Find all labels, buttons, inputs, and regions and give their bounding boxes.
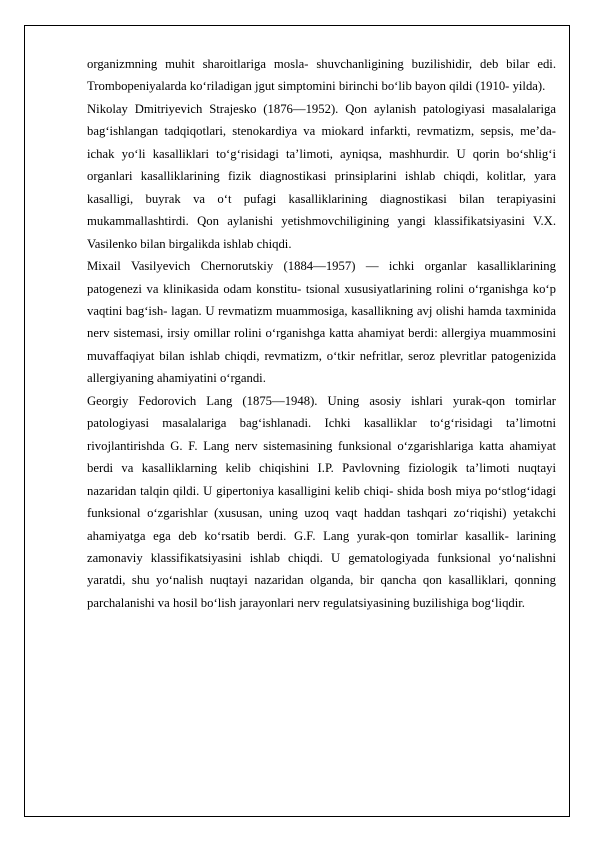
paragraph-lang: Georgiy Fedorovich Lang (1875—1948). Uning asosiy ishlari yurak-qon tomirlar patologiyasi masalalariga bag‘ishlanadi. Ichki kasalliklar to‘g‘risidagi ta’limotni rivojlantirishda G. F. Lang nerv sistemasining funksional o‘zgarishlariga katta ahamiyat berdi va kasalliklarning kelib chiqishini I.P. Pavlovning fiziologik ta’limoti nuqtayi nazaridan talqin qildi. U gipertoniya kasalligini kelib chiqi- shida bosh miya po‘stlog‘idagi funksional o‘zgarishlar (xususan, uning uzoq vaqt haddan tashqari zo‘riqishi) yetakchi ahamiyatga ega deb ko‘rsatib berdi. G.F. Lang yurak-qon tomirlar kasallik- larining zamonaviy klassifikatsiyasini ishlab chiqdi. U gematologiyada funksional yo‘nalishni yaratdi, shu yo‘nalish nuqtayi nazaridan olganda, bir qancha qon kasalliklari, qonning parchalanishi va hosil bo‘lish jarayonlari nerv regulatsiyasining buzilishiga bog‘liqdir. [87,393,556,610]
paragraph-strajesko: Nikolay Dmitriyevich Strajesko (1876—1952). Qon aylanish patologiyasi masalalariga bag‘ishlangan tadqiqotlari, stenokardiya va miokard infarkti, revmatizm, sepsis, me’da-ichak yo‘li kasalliklari to‘g‘risidagi ta’limoti, ayniqsa, mashhurdir. U qorin bo‘shlig‘i organlari kasalliklarining fizik diagnostikasi prinsiplarini ishlab chiqdi, kolitlar, yara kasalligi, buyrak va o‘t pufagi kasalliklarining diagnostikasi bilan terapiyasini mukammallashtirdi. Qon aylanishi yetishmovchiligining yangi klassifikatsiyasini V.X. Vasilenko bilan birgalikda ishlab chiqdi. [87,101,556,251]
document-body [87,53,556,614]
paragraph-intro-continuation: organizmning muhit sharoitlariga mosla- shuvchanligining buzilishidir, deb bilar edi. Trombopeniyalarda ko‘riladigan jgut simptomini birinchi bo‘lib bayon qildi (1910- yilda). [87,57,556,94]
paragraph-chernorutskiy: Mixail Vasilyevich Chernorutskiy (1884—1957) — ichki organlar kasalliklarining patogenezi va klinikasida odam konstitu- tsional xususiyatlarining rolini o‘rganishga ko‘p vaqtini bag‘ish- lagan. U revmatizm muammosiga, kasallikning avj olishi hamda taxminida nerv sistemasi, irsiy omillar rolini o‘rganishga katta ahamiyat berdi: allergiya muammosini muvaffaqiyat bilan ishlab chiqdi, revmatizm, o‘tkir nefritlar, seroz plevritlar patogenizida allergiyaning ahamiyatini o‘rgandi. [87,259,556,386]
